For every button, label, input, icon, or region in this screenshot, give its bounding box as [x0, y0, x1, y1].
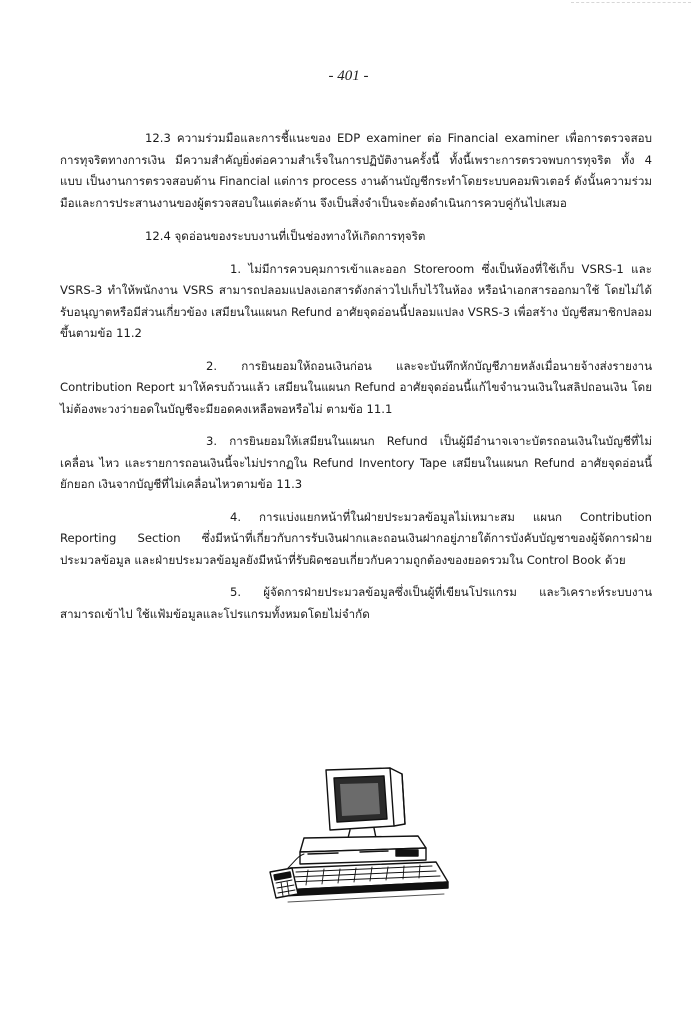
- text-line: Section ซึ่งมีหน้าที่เกี่ยวกับการรับเงินฝากและถอนเงินฝากอยู่ภายใต้การบังคับบัญชาของผู้จัดการฝ่ายประมวลข้อมูล: [60, 531, 652, 567]
- text-line: 1. ไม่มีการควบคุมการเข้าและออก Storeroom ซึ่งเป็นห้องที่ใช้เก็บ VSRS-1 และ: [230, 261, 652, 276]
- text-line: โดยไม่ได้รับอนุญาตหรือมีส่วนเกี่ยวข้อง เสมียนในแผนก Refund อาศัยจุดอ่อนนี้ปลอมแปลง VSRS-3 เพื่อสร้าง: [60, 283, 653, 319]
- paragraph-12-3: [60, 128, 652, 214]
- list-item-3: [60, 431, 652, 496]
- text-line: ไหว และรายการถอนเงินนี้จะไม่ปรากฏใน Refund Inventory Tape เสมียนในแผนก Refund อาศัยจุดอ่อนนี้ยักยอก: [60, 455, 653, 491]
- text-line: 4. การแบ่งแยกหน้าที่ในฝ่ายประมวลข้อมูลไม่เหมาะสม แผนก Contribution Reporting: [60, 509, 652, 545]
- text-line: Contribution Report มาให้ครบถ้วนแล้ว เสมียนในแผนก Refund อาศัยจุดอ่อนนี้แก้ไขจำนวนเงินในสลิปถอนเงิน: [60, 380, 628, 394]
- list-item-2: [60, 356, 652, 421]
- computer-terminal-icon: [268, 764, 458, 914]
- list-item-1: [60, 259, 652, 345]
- text-line: 12.3 ความร่วมมือและการชี้แนะของ EDP examiner ต่อ Financial examiner เพื่อการตรวจสอบ: [145, 131, 652, 145]
- page-number: - 401 -: [328, 68, 369, 84]
- text-line: ดังนั้นความร่วมมือและการประสานงานของผู้ตรวจสอบในแต่ละด้าน จึงเป็นสิ่งจำเป็นจะต้องดำเนินการควบคู่กันไปเสมอ: [60, 174, 652, 210]
- document-body: [60, 128, 652, 625]
- text-line: 5. ผู้จัดการฝ่ายประมวลข้อมูลซึ่งเป็นผู้ที่เขียนโปรแกรม และวิเคราะห์ระบบงานสามารถเข้าไป: [60, 585, 652, 621]
- text-line: ทั้ง 4 แบบ เป็นงานการตรวจสอบด้าน Financial แต่การ process งานด้านบัญชีกระทำโดยระบบคอมพิวเตอร์: [60, 152, 653, 188]
- text-line: เงินจากบัญชีที่ไม่เคลื่อนไหวตามข้อ 11.3: [98, 477, 303, 491]
- section-heading-12-4: 12.4 จุดอ่อนของระบบงานที่เป็นช่องทางให้เกิดการทุจริต: [145, 229, 426, 243]
- list-item-4: [60, 507, 652, 572]
- text-line: โดยไม่ต้องพะวงว่ายอดในบัญชีจะมียอดคงเหลือพอหรือไม่ ตามข้อ 11.1: [60, 380, 652, 416]
- text-line: VSRS-3 ทำให้พนักงาน VSRS สามารถปลอมแปลงเอกสารดังกล่าวไปเก็บไว้ในห้อง หรือนำเอกสารออกมาใช้: [60, 283, 600, 297]
- text-line: การทุจริตทางการเงิน มีความสำคัญยิ่งต่อความสำเร็จในการปฏิบัติงานครั้งนี้ ทั้งนี้เพราะการตรวจพบการทุจริต: [60, 152, 612, 167]
- text-line: 2. การยินยอมให้ถอนเงินก่อน และจะบันทึกหักบัญชีภายหลังเมื่อนายจ้างส่งรายงาน: [206, 358, 652, 373]
- scan-edge-mark: [571, 2, 691, 4]
- text-line: บัญชีสมาชิกปลอมขึ้นตามข้อ 11.2: [60, 304, 653, 340]
- computer-illustration-icon: [268, 764, 458, 914]
- text-line: และฝ่ายประมวลข้อมูลยังมีหน้าที่รับผิดชอบเกี่ยวกับความถูกต้องของยอดรวมใน Control Book ด้วย: [134, 552, 626, 567]
- text-line: 3. การยินยอมให้เสมียนในแผนก Refund เป็นผู้มีอำนาจเจาะบัตรถอนเงินในบัญชีที่ไม่เคลื่อน: [60, 434, 652, 470]
- text-line: ใช้แฟ้มข้อมูลและโปรแกรมทั้งหมดโดยไม่จำกัด: [136, 606, 370, 621]
- list-item-5: [60, 582, 652, 625]
